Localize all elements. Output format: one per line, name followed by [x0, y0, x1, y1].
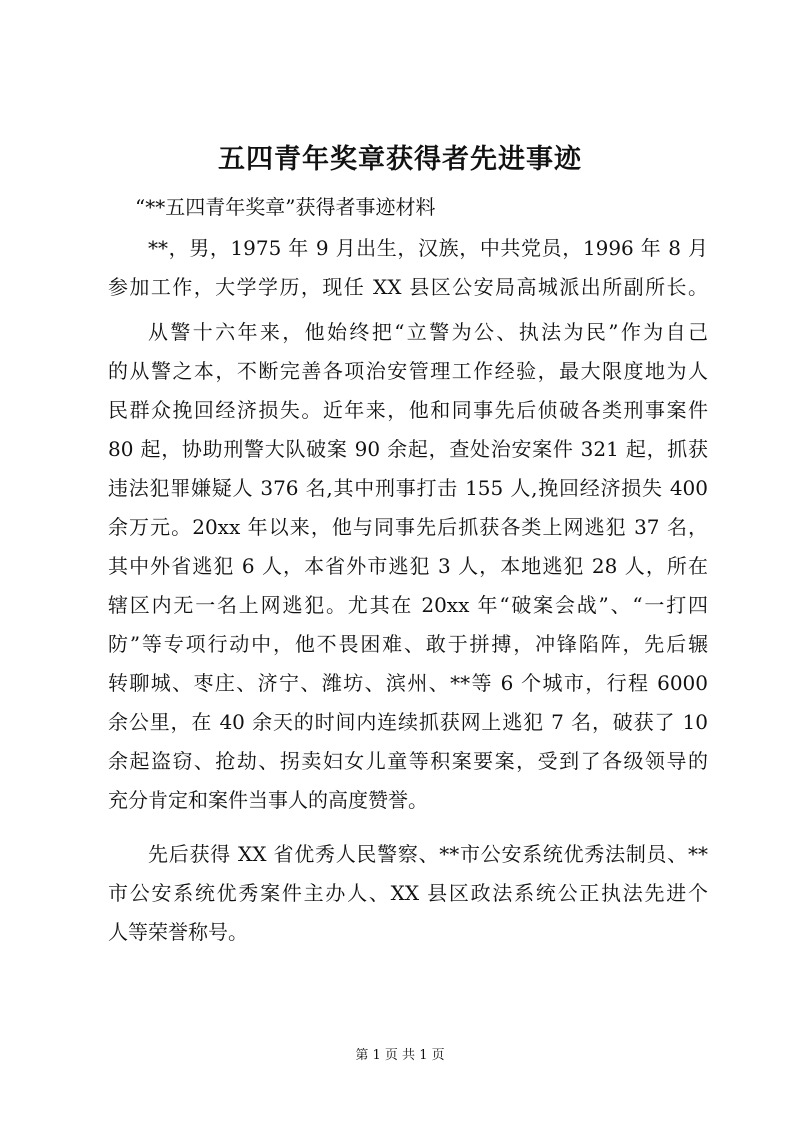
paragraph-line: 民群众挽回经济损失。近年来，他和同事先后侦破各类刑事案件: [108, 398, 708, 422]
paragraph-line: 先后获得 XX 省优秀人民警察、**市公安系统优秀法制员、**: [148, 842, 708, 866]
paragraph-line: 80 起，协助刑警大队破案 90 余起，查处治安案件 321 起，抓获: [108, 437, 708, 461]
paragraph-line: 从警十六年来，他始终把“立警为公、执法为民”作为自己: [148, 320, 708, 344]
paragraph-line: 其中外省逃犯 6 人，本省外市逃犯 3 人，本地逃犯 28 人，所在: [108, 554, 708, 578]
document-subtitle: “**五四青年奖章”获得者事迹材料: [135, 195, 436, 219]
paragraph-line: 人等荣誉称号。: [108, 920, 248, 944]
paragraph-line: 市公安系统优秀案件主办人、XX 县区政法系统公正执法先进个: [108, 881, 708, 905]
page-number-footer: 第 1 页 共 1 页: [355, 1048, 445, 1063]
paragraph-line: 余起盗窃、抢劫、拐卖妇女儿童等积案要案，受到了各级领导的: [108, 749, 708, 773]
paragraph-line: 充分肯定和案件当事人的高度赞誉。: [108, 788, 428, 812]
paragraph-line: 转聊城、枣庄、济宁、潍坊、滨州、**等 6 个城市，行程 6000: [108, 671, 708, 695]
paragraph-line: 余公里，在 40 余天的时间内连续抓获网上逃犯 7 名，破获了 10: [108, 710, 708, 734]
paragraph-line: 违法犯罪嫌疑人 376 名,其中刑事打击 155 人,挽回经济损失 400: [108, 476, 708, 500]
paragraph-line: 余万元。20xx 年以来，他与同事先后抓获各类上网逃犯 37 名，: [108, 515, 708, 539]
paragraph-line: 的从警之本，不断完善各项治安管理工作经验，最大限度地为人: [108, 359, 708, 383]
paragraph-line: 参加工作，大学学历，现任 XX 县区公安局高城派出所副所长。: [108, 275, 708, 299]
document-title: 五四青年奖章获得者先进事迹: [218, 144, 582, 175]
paragraph-line: 防”等专项行动中，他不畏困难、敢于拼搏，冲锋陷阵，先后辗: [108, 632, 708, 656]
paragraph-line: **，男，1975 年 9 月出生，汉族，中共党员，1996 年 8 月: [148, 236, 708, 260]
paragraph-line: 辖区内无一名上网逃犯。尤其在 20xx 年“破案会战”、“一打四: [108, 593, 708, 617]
